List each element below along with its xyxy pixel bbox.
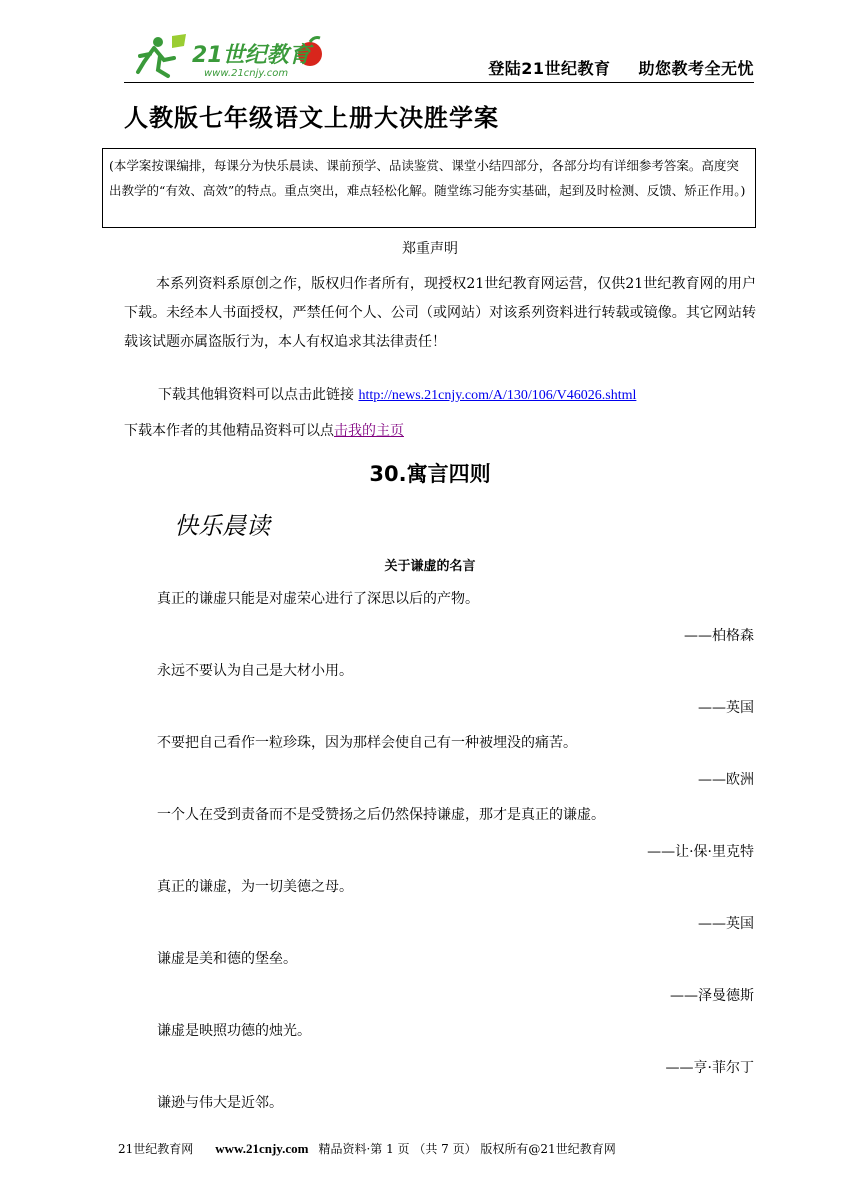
footer-left: 21世纪教育网	[118, 1142, 194, 1156]
download-line-1	[158, 384, 636, 404]
quote-text: 真正的谦虚，为一切美德之母。	[157, 879, 353, 895]
header-slogan	[488, 56, 754, 79]
quote-author: ——英国	[698, 916, 754, 932]
21cnjy-logo	[134, 32, 334, 80]
quote-item	[124, 1020, 754, 1092]
slogan-help: 助您教考全无忧	[638, 59, 754, 78]
download-link[interactable]: http://news.21cnjy.com/A/130/106/V46026.shtml	[358, 388, 637, 403]
sub-title: 关于谦虚的名言	[384, 559, 476, 574]
quote-author: ——柏格森	[684, 628, 754, 644]
section-title: 快乐晨读	[174, 512, 270, 540]
statement-body: 本系列资料系原创之作，版权归作者所有，现授权21世纪教育网运营，仅供21世纪教育网的用户下载。未经本人书面授权，严禁任何个人、公司（或网站）对该系列资料进行转载或镜像。其它网站转载该试题亦属盗版行为，本人有权追求其法律责任！	[124, 276, 756, 350]
footer-site: www.21cnjy.com	[215, 1141, 309, 1156]
slogan-login: 登陆21世纪教育	[488, 59, 611, 78]
quote-author: ——泽曼德斯	[670, 988, 754, 1004]
quote-text: 谦虚是美和德的堡垒。	[157, 951, 297, 967]
quote-text: 一个人在受到责备而不是受赞扬之后仍然保持谦虚，那才是真正的谦虚。	[157, 807, 605, 823]
intro-box: (本学案按课编排，每课分为快乐晨读、课前预学、品读鉴赏、课堂小结四部分，各部分均有详细参考答案。高度突出教学的“有效、高效”的特点。重点突出，难点轻松化解。随堂练习能夯实基础，起到及时检测、反馈、矫正作用。)	[102, 148, 756, 228]
download-line-2	[124, 420, 404, 440]
page-header	[124, 32, 754, 83]
svg-text:21世纪教育: 21世纪教育	[192, 43, 311, 68]
author-homepage-link[interactable]: 击我的主页	[334, 423, 404, 439]
quotes-list	[124, 588, 754, 1164]
quote-text: 谦虚是映照功德的烛光。	[157, 1023, 311, 1039]
statement-title: 郑重声明	[402, 241, 458, 257]
quote-text: 真正的谦虚只能是对虚荣心进行了深思以后的产物。	[157, 591, 479, 607]
document-title: 人教版七年级语文上册大决胜学案	[124, 103, 499, 132]
download-prefix-1: 下载其他辑资料可以点击此链接	[158, 387, 354, 403]
quote-item	[124, 660, 754, 732]
quote-author: ——欧洲	[698, 772, 754, 788]
quote-author: ——亨·菲尔丁	[665, 1060, 754, 1076]
download-prefix-2: 下载本作者的其他精品资料可以点	[124, 423, 334, 439]
quote-item	[124, 804, 754, 876]
quote-text: 不要把自己看作一粒珍珠，因为那样会使自己有一种被埋没的痛苦。	[157, 735, 577, 751]
quote-item	[124, 588, 754, 660]
quote-text: 永远不要认为自己是大材小用。	[157, 663, 353, 679]
quote-author: ——英国	[698, 700, 754, 716]
quote-author: ——让·保·里克特	[647, 844, 754, 860]
lesson-title: 30.寓言四则	[369, 462, 491, 486]
page-footer	[118, 1140, 616, 1157]
footer-right: 精品资料·第 1 页 （共 7 页） 版权所有@21世纪教育网	[318, 1142, 616, 1156]
quote-item	[124, 732, 754, 804]
quote-item	[124, 948, 754, 1020]
quote-text: 谦逊与伟大是近邻。	[157, 1095, 283, 1111]
svg-text:www.21cnjy.com: www.21cnjy.com	[204, 68, 289, 79]
quote-item	[124, 876, 754, 948]
